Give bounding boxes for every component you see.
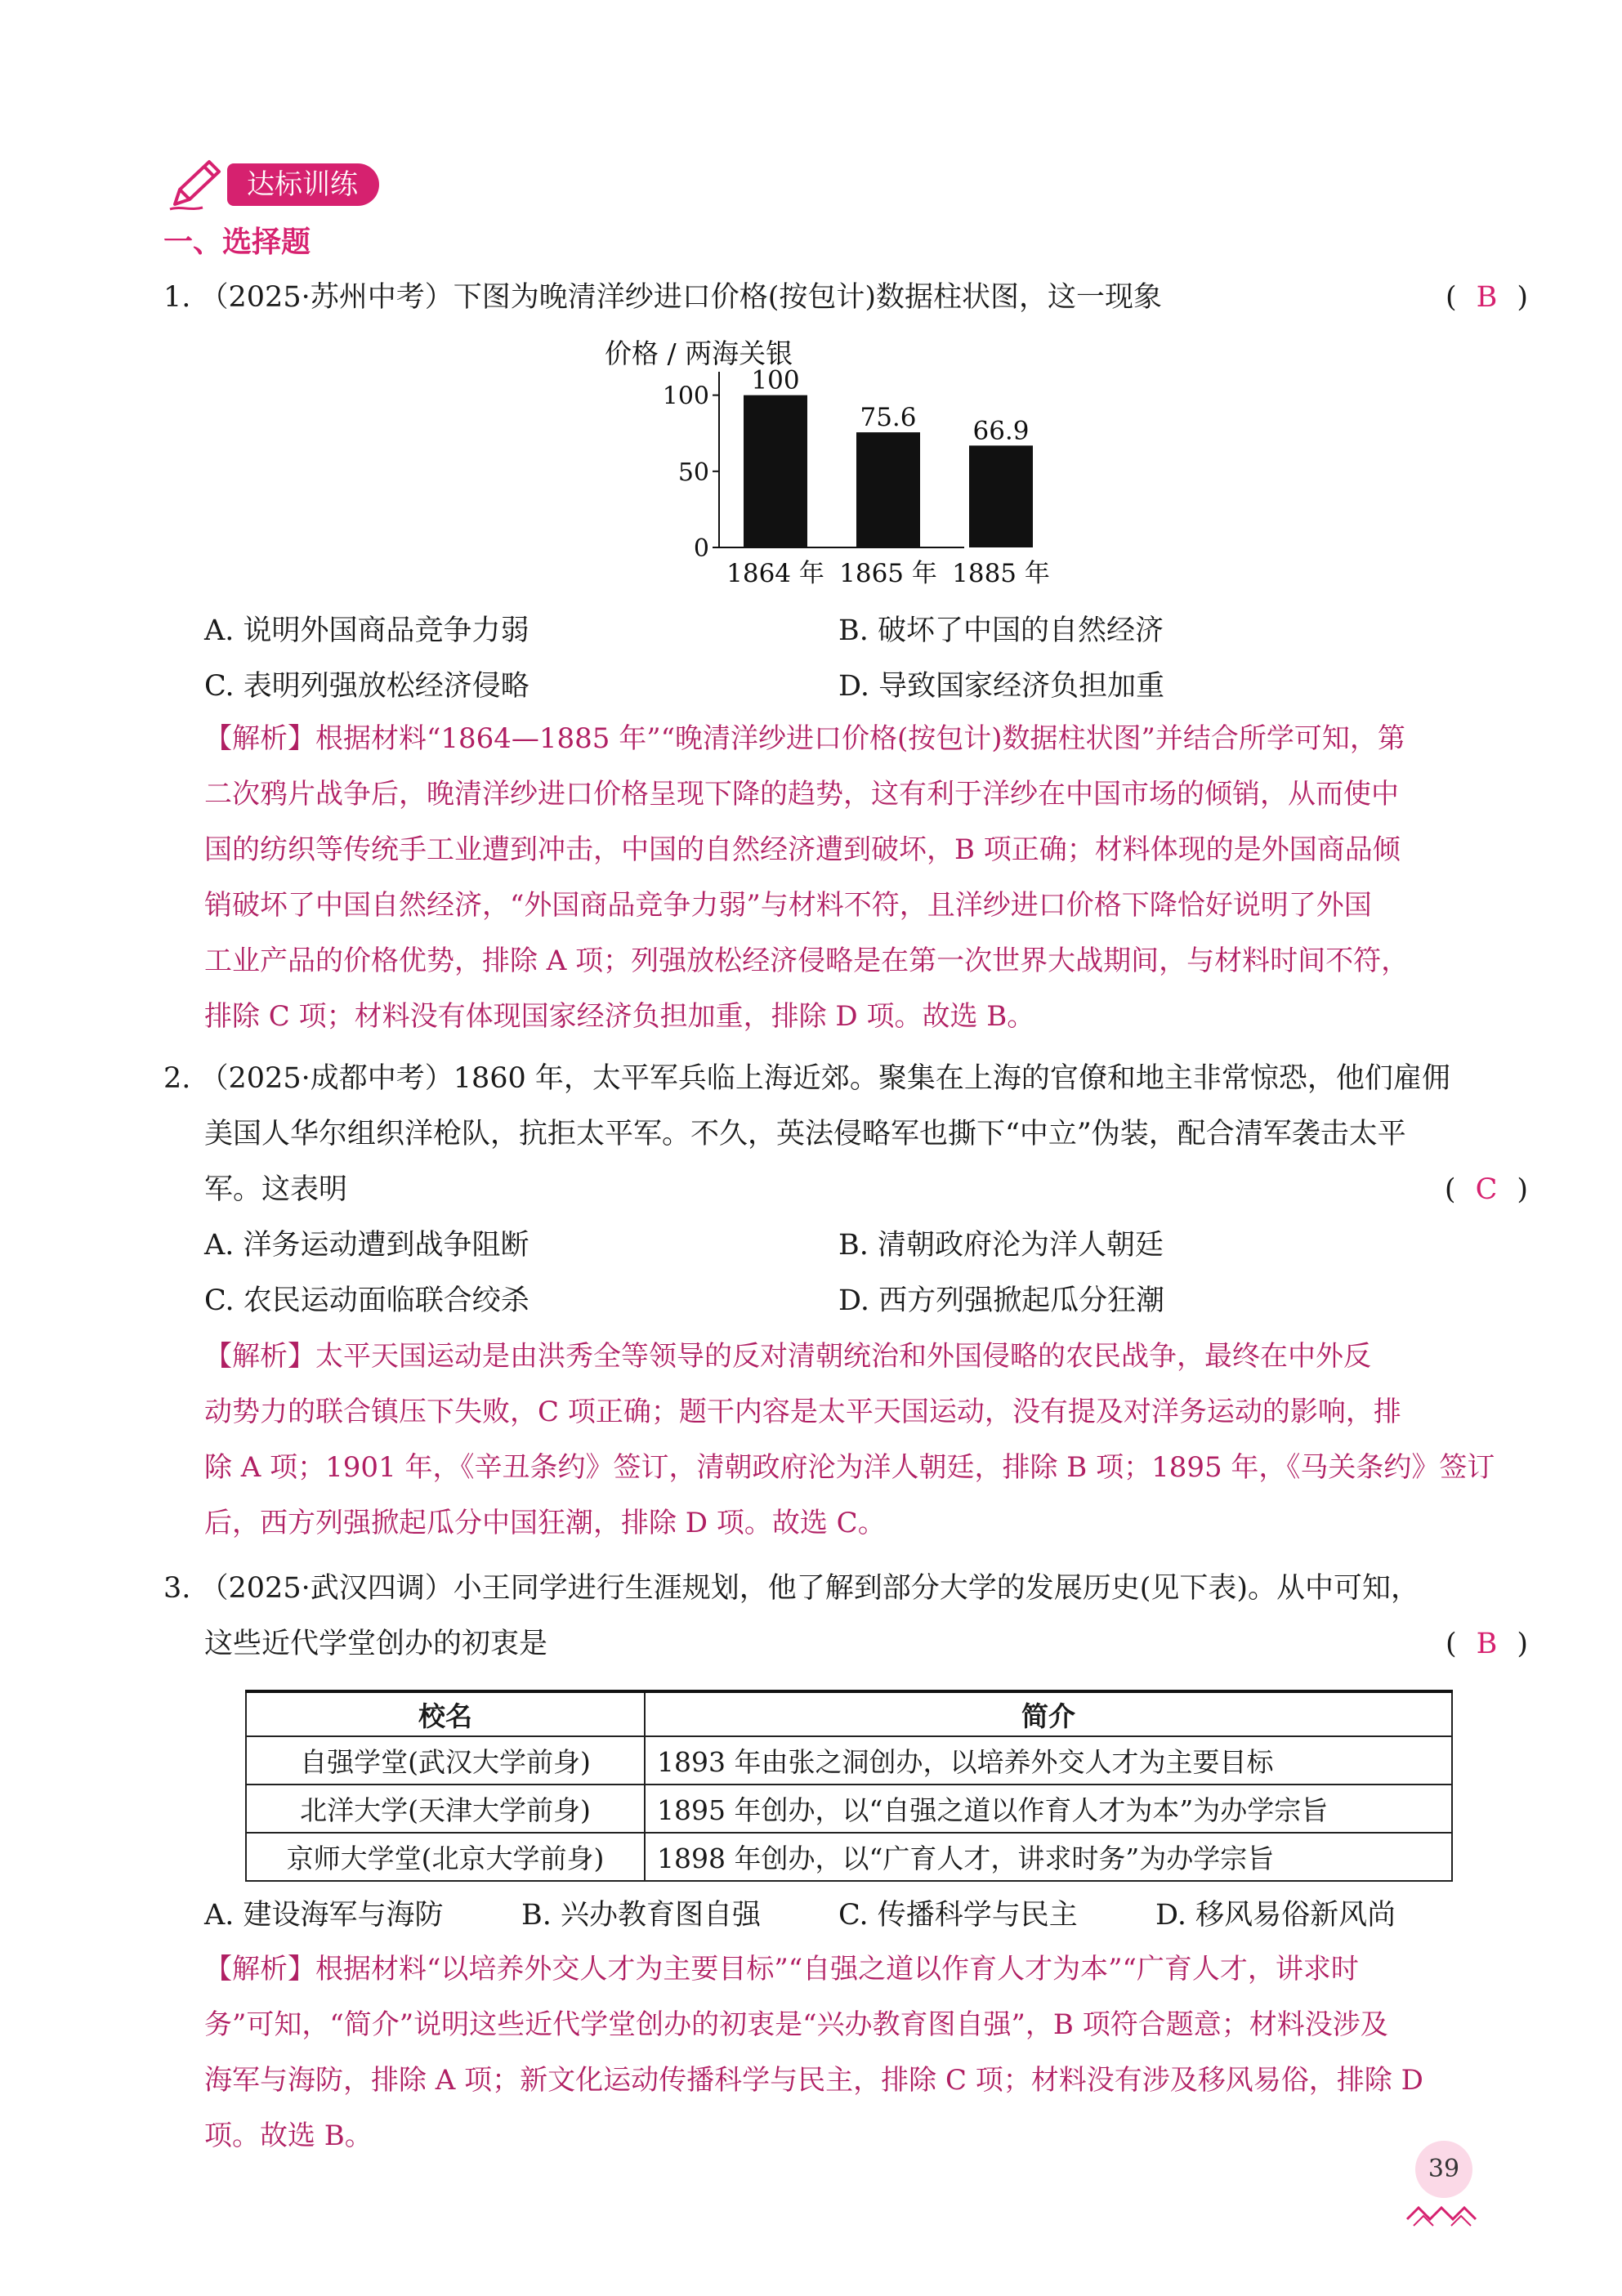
table-cell-intro: 1895 年创办，以“自强之道以作育人才为本”为办学宗旨 [645,1785,1452,1833]
chart-y-tick-label: 50 [677,458,709,487]
page-number-badge [1405,2141,1479,2231]
q3-answer-bracket [1446,1624,1528,1664]
q3-option-d: D. 移风易俗新风尚 [1155,1899,1396,1932]
chart-bar [856,432,920,547]
q2-stem-line-3: 军。这表明 [204,1173,348,1206]
table-header-name: 校名 [246,1691,645,1736]
q3-stem-line-2: 这些近代学堂创办的初衷是 [204,1628,548,1660]
q1-answer-close: ) [1517,281,1528,314]
chart-data-label: 100 [751,365,800,395]
q1-answer: B [1476,281,1498,314]
q2-explanation-text-1: 太平天国运动是由洪秀全等领导的反对清朝统治和外国侵略的农民战争，最终在中外反 [315,1340,1371,1373]
q1-answer-open: ( [1445,281,1457,314]
price-bar-chart [588,335,1095,596]
q3-answer-close: ) [1517,1628,1528,1660]
wave-decoration-icon [1405,2195,1479,2227]
chart-y-tick-label: 0 [693,534,709,563]
chart-y-tick-label: 100 [662,382,709,411]
section-tag [163,157,409,214]
q2-option-c: C. 农民运动面临联合绞杀 [204,1284,529,1317]
q3-answer: B [1476,1628,1498,1660]
q2-stem-line-1: 2. （2025·成都中考）1860 年，太平军兵临上海近郊。聚集在上海的官僚和地主非常惊恐，他们雇佣 [163,1062,1450,1095]
section-title: 一、选择题 [163,226,311,259]
table-cell-school: 京师大学堂(北京大学前身) [246,1833,645,1881]
q1-explanation-line-6: 排除 C 项；材料没有体现国家经济负担加重，排除 D 项。故选 B。 [204,1000,1035,1033]
q2-stem-line-2: 美国人华尔组织洋枪队，抗拒太平军。不久，英法侵略军也撕下“中立”伪装，配合清军袭击太平 [204,1118,1406,1150]
q1-explanation-line-3: 国的纺织等传统手工业遭到冲击，中国的自然经济遭到破坏，B 项正确；材料体现的是外国商品倾 [204,833,1401,866]
q2-explanation-line-4: 后，西方列强掀起瓜分中国狂潮，排除 D 项。故选 C。 [204,1507,886,1539]
q2-option-d: D. 西方列强掀起瓜分狂潮 [838,1284,1165,1317]
page-number: 39 [1415,2141,1472,2198]
chart-x-tick-label: 1864 年 [726,559,824,588]
q3-explanation-line-3: 海军与海防，排除 A 项；新文化运动传播科学与民主，排除 C 项；材料没有涉及移风易俗，排除 D [204,2064,1423,2097]
q2-explanation-line-2: 动势力的联合镇压下失败，C 项正确；题干内容是太平天国运动，没有提及对洋务运动的影响，排 [204,1396,1401,1428]
section-tag-label: 达标训练 [227,163,379,206]
q2-explanation-line-3: 除 A 项；1901 年，《辛丑条约》签订，清朝政府沦为洋人朝廷，排除 B 项；1895 年，《马关条约》签订 [204,1451,1495,1484]
q2-option-a: A. 洋务运动遭到战争阻断 [204,1229,529,1262]
q3-explanation-text-1: 根据材料“以培养外交人才为主要目标”“自强之道以作育人才为本”“广育人才，讲求时 [315,1953,1359,1986]
q3-option-c: C. 传播科学与民主 [838,1899,1078,1932]
pencil-icon [163,157,229,214]
chart-x-tick-label: 1885 年 [952,559,1050,588]
q2-explanation-label: 【解析】 [204,1340,315,1373]
q1-option-d: D. 导致国家经济负担加重 [838,670,1165,703]
table-cell-school: 自强学堂(武汉大学前身) [246,1736,645,1785]
chart-ylabel: 价格 / 两海关银 [605,337,793,369]
q1-option-c: C. 表明列强放松经济侵略 [204,670,529,703]
q2-answer-open: ( [1444,1173,1456,1206]
q1-explanation-label: 【解析】 [204,722,315,755]
q2-answer-bracket [1445,1170,1528,1209]
chart-data-label: 66.9 [972,416,1030,446]
q3-option-b: B. 兴办教育图自强 [521,1899,761,1932]
q1-stem: 1. （2025·苏州中考）下图为晚清洋纱进口价格(按包计)数据柱状图，这一现象 [163,281,1163,314]
chart-bar [969,445,1033,547]
q3-answer-open: ( [1445,1628,1457,1660]
q3-explanation-line-2: 务”可知，“简介”说明这些近代学堂创办的初衷是“兴办教育图自强”，B 项符合题意；材料没涉及 [204,2008,1388,2041]
table-header-row [246,1691,1452,1736]
table-cell-intro: 1893 年由张之洞创办，以培养外交人才为主要目标 [645,1736,1452,1785]
q3-explanation-line-1 [204,1950,1359,1989]
chart-bar [744,395,807,547]
q3-explanation-line-4: 项。故选 B。 [204,2120,373,2152]
table-row [246,1833,1452,1881]
university-table [245,1690,1453,1882]
q3-option-a: A. 建设海军与海防 [204,1899,444,1932]
q1-explanation-line-2: 二次鸦片战争后，晚清洋纱进口价格呈现下降的趋势，这有利于洋纱在中国市场的倾销，从而使中 [204,778,1399,811]
q2-answer-close: ) [1517,1173,1528,1206]
table-header-intro: 简介 [645,1691,1452,1736]
q1-explanation-line-4: 销破坏了中国自然经济，“外国商品竞争力弱”与材料不符，且洋纱进口价格下降恰好说明了外国 [204,889,1372,922]
table-cell-school: 北洋大学(天津大学前身) [246,1785,645,1833]
table-row [246,1785,1452,1833]
q1-explanation-text-1: 根据材料“1864—1885 年”“晚清洋纱进口价格(按包计)数据柱状图”并结合所学可知，第 [315,722,1405,755]
table-row [246,1736,1452,1785]
q2-option-b: B. 清朝政府沦为洋人朝廷 [838,1229,1164,1262]
q1-explanation-line-5: 工业产品的价格优势，排除 A 项；列强放松经济侵略是在第一次世界大战期间，与材料时间不符， [204,945,1410,977]
chart-x-tick-label: 1865 年 [839,559,937,588]
q3-explanation-label: 【解析】 [204,1953,315,1986]
q1-explanation-line-1 [204,719,1405,758]
q1-option-a: A. 说明外国商品竞争力弱 [204,614,529,647]
table-cell-intro: 1898 年创办，以“广育人才，讲求时务”为办学宗旨 [645,1833,1452,1881]
q2-answer: C [1475,1173,1498,1206]
q2-explanation-line-1 [204,1337,1371,1376]
chart-data-label: 75.6 [860,403,917,433]
university-history-table [245,1690,1453,1882]
q3-stem-line-1: 3. （2025·武汉四调）小王同学进行生涯规划，他了解到部分大学的发展历史(见下表)。从中可知， [163,1572,1420,1605]
q1-option-b: B. 破坏了中国的自然经济 [838,614,1164,647]
q1-answer-bracket [1446,278,1528,317]
price-bar-chart-svg [588,335,1095,596]
